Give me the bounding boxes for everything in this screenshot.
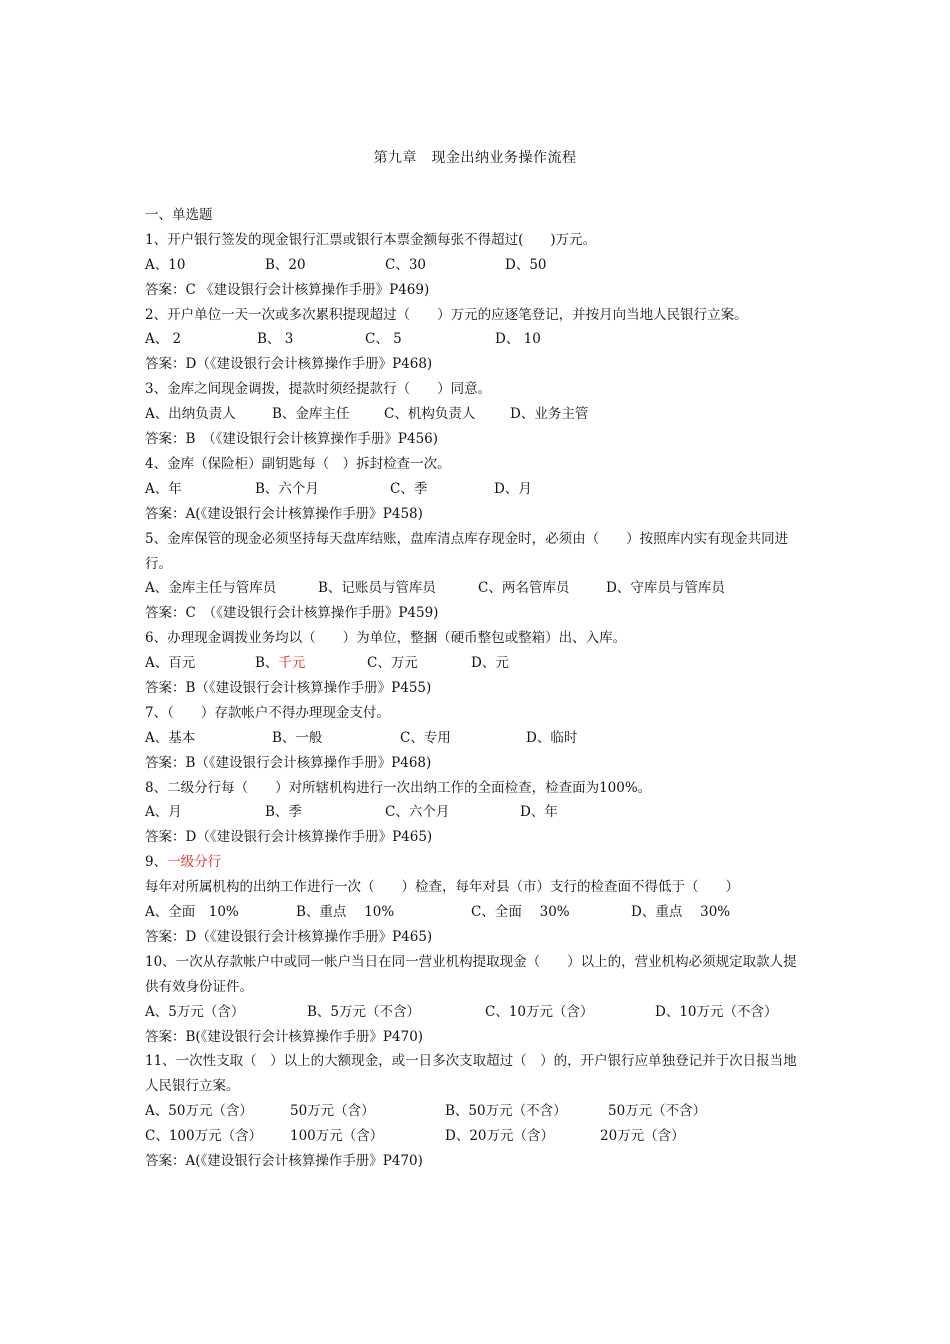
option-c: C、30 [385, 256, 427, 273]
answer-2: 答案：D（《建设银行会计核算操作手册》P468) [145, 356, 433, 373]
option-a: A、10 [145, 256, 186, 273]
option-a: A、金库主任与管库员 [145, 580, 277, 597]
option-a-2: 50万元（含） [290, 1103, 375, 1120]
option-c: C、全面 30% [471, 904, 570, 921]
option-b: B、记账员与管库员 [318, 580, 436, 597]
option-c: C、万元 [367, 655, 418, 672]
question-10: 10、一次从存款帐户中或同一帐户当日在同一营业机构提取现金（ ）以上的，营业机构必须规定取款人提供有效身份证件。 [145, 953, 797, 995]
option-b: B、六个月 [255, 480, 319, 497]
options-9 [145, 900, 810, 925]
options-11-row-1 [145, 1099, 810, 1124]
question-2: 2、开户单位一天一次或多次累积提现超过（ ）万元的应逐笔登记，并按月向当地人民银行立案。 [145, 306, 748, 323]
options-5 [145, 576, 810, 601]
answer-1: 答案：C 《建设银行会计核算操作手册》P469) [145, 281, 430, 298]
options-2 [145, 327, 810, 352]
option-a: A、基本 [145, 729, 196, 746]
question-3: 3、金库之间现金调拨，提款时须经提款行（ ）同意。 [145, 381, 492, 398]
option-d: D、10万元（不含） [655, 1003, 778, 1020]
option-a: A、全面 10% [145, 904, 239, 921]
chapter-title: 第九章 现金出纳业务操作流程 [373, 150, 577, 166]
answer-9: 答案：D（《建设银行会计核算操作手册》P465) [145, 928, 433, 945]
question-9-prefix: 9、 [145, 854, 168, 871]
question-9-highlight: 一级分行 [167, 854, 222, 871]
options-8 [145, 800, 810, 825]
option-b-prefix: B、 [255, 655, 279, 672]
option-d: D、年 [520, 804, 558, 821]
options-6 [145, 651, 810, 676]
option-b [255, 651, 367, 676]
question-9 [145, 850, 810, 900]
option-d: D、50 [505, 256, 547, 273]
option-a: A、年 [145, 480, 182, 497]
answer-8: 答案：D（《建设银行会计核算操作手册》P465) [145, 829, 433, 846]
option-b: B、50万元（不含） [445, 1103, 567, 1120]
option-a: A、出纳负责人 [145, 406, 236, 423]
option-a: A、 2 [145, 331, 182, 348]
option-c-2: 100万元（含） [290, 1128, 384, 1145]
option-b: B、20 [265, 256, 306, 273]
option-d: D、20万元（含） [445, 1128, 555, 1145]
option-b-highlight: 千元 [278, 655, 306, 672]
option-a: A、百元 [145, 655, 196, 672]
question-5: 5、金库保管的现金必须坚持每天盘库结账，盘库清点库存现金时，必须由（ ）按照库内实有现金共同进行。 [145, 530, 789, 572]
option-a: A、月 [145, 804, 182, 821]
options-1 [145, 253, 810, 278]
answer-10: 答案：B(《建设银行会计核算操作手册》P470) [145, 1028, 424, 1045]
option-c: C、10万元（含） [485, 1003, 594, 1020]
options-10 [145, 1000, 810, 1025]
question-8: 8、二级分行每（ ）对所辖机构进行一次出纳工作的全面检查，检查面为100%。 [145, 779, 652, 796]
option-b: B、季 [265, 804, 302, 821]
option-b: B、 3 [257, 331, 294, 348]
answer-11: 答案：A(《建设银行会计核算操作手册》P470) [145, 1152, 423, 1169]
option-c: C、 5 [365, 331, 402, 348]
answer-4: 答案：A(《建设银行会计核算操作手册》P458) [145, 505, 423, 522]
options-4 [145, 477, 810, 502]
option-b: B、一般 [272, 729, 323, 746]
option-d: D、临时 [526, 729, 578, 746]
option-c: C、100万元（含） [145, 1128, 263, 1145]
option-a: A、5万元（含） [145, 1003, 245, 1020]
option-c: C、机构负责人 [384, 406, 476, 423]
option-d: D、重点 30% [631, 904, 731, 921]
option-c: C、六个月 [385, 804, 450, 821]
options-11-row-2 [145, 1124, 810, 1149]
option-c: C、两名管库员 [478, 580, 570, 597]
question-6: 6、办理现金调拨业务均以（ ）为单位，整捆（硬币整包或整箱）出、入库。 [145, 630, 627, 647]
option-d: D、月 [494, 480, 532, 497]
question-list [145, 203, 810, 1174]
option-d: D、守库员与管库员 [606, 580, 725, 597]
options-3 [145, 402, 810, 427]
answer-7: 答案：B（《建设银行会计核算操作手册》P468) [145, 754, 432, 771]
options-7 [145, 726, 810, 751]
question-9-text: 每年对所属机构的出纳工作进行一次（ ）检查，每年对县（市）支行的检查面不得低于（ ） [145, 879, 739, 896]
question-4: 4、金库（保险柜）副钥匙每（ ）拆封检查一次。 [145, 455, 451, 472]
option-b-2: 50万元（不含） [608, 1103, 707, 1120]
answer-5: 答案：C （《建设银行会计核算操作手册》P459) [145, 605, 439, 622]
question-7: 7、（ ）存款帐户不得办理现金支付。 [145, 704, 390, 721]
option-d: D、元 [471, 655, 509, 672]
option-b: B、5万元（不含） [307, 1003, 421, 1020]
section-heading: 一、单选题 [145, 207, 213, 223]
option-b: B、重点 10% [296, 904, 395, 921]
answer-6: 答案：B（《建设银行会计核算操作手册》P455) [145, 679, 432, 696]
question-11: 11、一次性支取（ ）以上的大额现金，或一日多次支取超过（ ）的，开户银行应单独登记并于次日报当地人民银行立案。 [145, 1053, 797, 1095]
option-c: C、专用 [400, 729, 451, 746]
option-d: D、 10 [495, 331, 541, 348]
question-1: 1、开户银行签发的现金银行汇票或银行本票金额每张不得超过( )万元。 [145, 231, 597, 248]
option-b: B、金库主任 [272, 406, 350, 423]
option-a: A、50万元（含） [145, 1103, 253, 1120]
option-c: C、季 [390, 480, 428, 497]
answer-3: 答案：B （《建设银行会计核算操作手册》P456) [145, 431, 439, 448]
option-d: D、业务主管 [510, 406, 589, 423]
option-d-2: 20万元（含） [600, 1128, 685, 1145]
